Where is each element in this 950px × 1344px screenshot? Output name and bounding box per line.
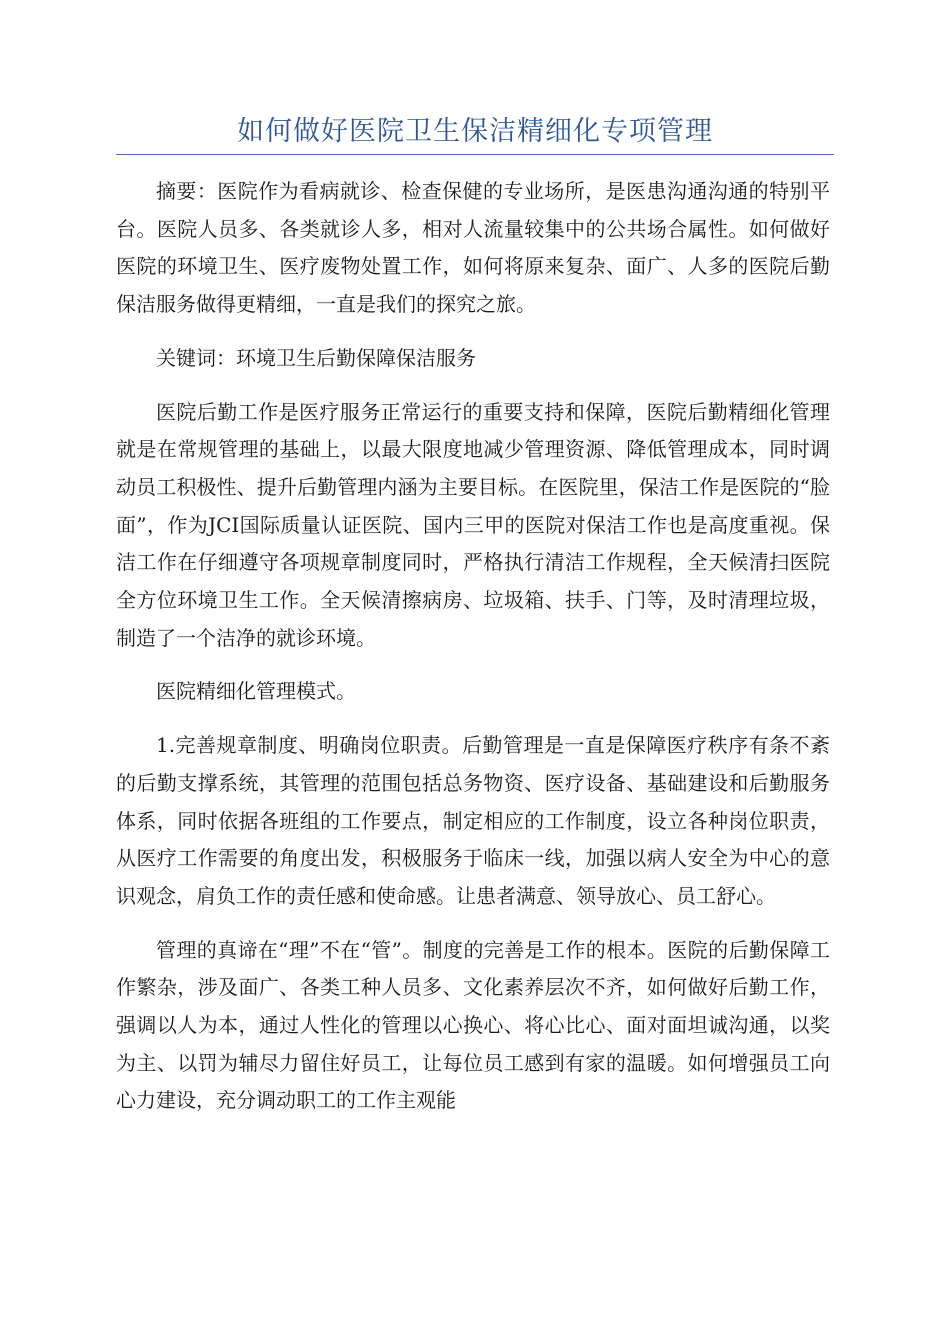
document-title: 如何做好医院卫生保洁精细化专项管理 [237, 116, 713, 147]
document-body [116, 173, 830, 1136]
title-underline [116, 154, 834, 155]
body-paragraph: 管理的真谛在“理”不在“管”。制度的完善是工作的根本。医院的后勤保障工作繁杂，涉及面广、各类工种人员多、文化素养层次不齐，如何做好后勤工作，强调以人为本，通过人性化的管理以心换心、将心比心、面对面坦诚沟通，以奖为主、以罚为辅尽力留住好员工，让每位员工感到有家的温暖。如何增强员工向心力建设，充分调动职工的工作主观能 [116, 937, 830, 1113]
body-paragraph: 1.完善规章制度、明确岗位职责。后勤管理是一直是保障医疗秩序有条不紊的后勤支撑系统，其管理的范围包括总务物资、医疗设备、基础建设和后勤服务体系，同时依据各班组的工作要点，制定相应的工作制度，设立各种岗位职责，从医疗工作需要的角度出发，积极服务于临床一线，加强以病人安全为中心的意识观念，肩负工作的责任感和使命感。让患者满意、领导放心、员工舒心。 [116, 733, 830, 908]
body-paragraph: 医院后勤工作是医疗服务正常运行的重要支持和保障，医院后勤精细化管理就是在常规管理的基础上，以最大限度地减少管理资源、降低管理成本，同时调动员工积极性、提升后勤管理内涵为主要目标。在医院里，保洁工作是医院的“脸面”，作为JCI国际质量认证医院、国内三甲的医院对保洁工作也是高度重视。保洁工作在仔细遵守各项规章制度同时，严格执行清洁工作规程，全天候清扫医院全方位环境卫生工作。全天候清擦病房、垃圾箱、扶手、门等，及时清理垃圾，制造了一个洁净的就诊环境。 [116, 399, 830, 650]
section-heading-paragraph: 医院精细化管理模式。 [156, 679, 356, 704]
abstract-paragraph: 摘要：医院作为看病就诊、检查保健的专业场所，是医患沟通沟通的特别平台。医院人员多、各类就诊人多，相对人流量较集中的公共场合属性。如何做好医院的环境卫生、医疗废物处置工作，如何将原来复杂、面广、人多的医院后勤保洁服务做得更精细，一直是我们的探究之旅。 [116, 179, 830, 317]
keywords-paragraph: 关键词：环境卫生后勤保障保洁服务 [156, 345, 476, 370]
